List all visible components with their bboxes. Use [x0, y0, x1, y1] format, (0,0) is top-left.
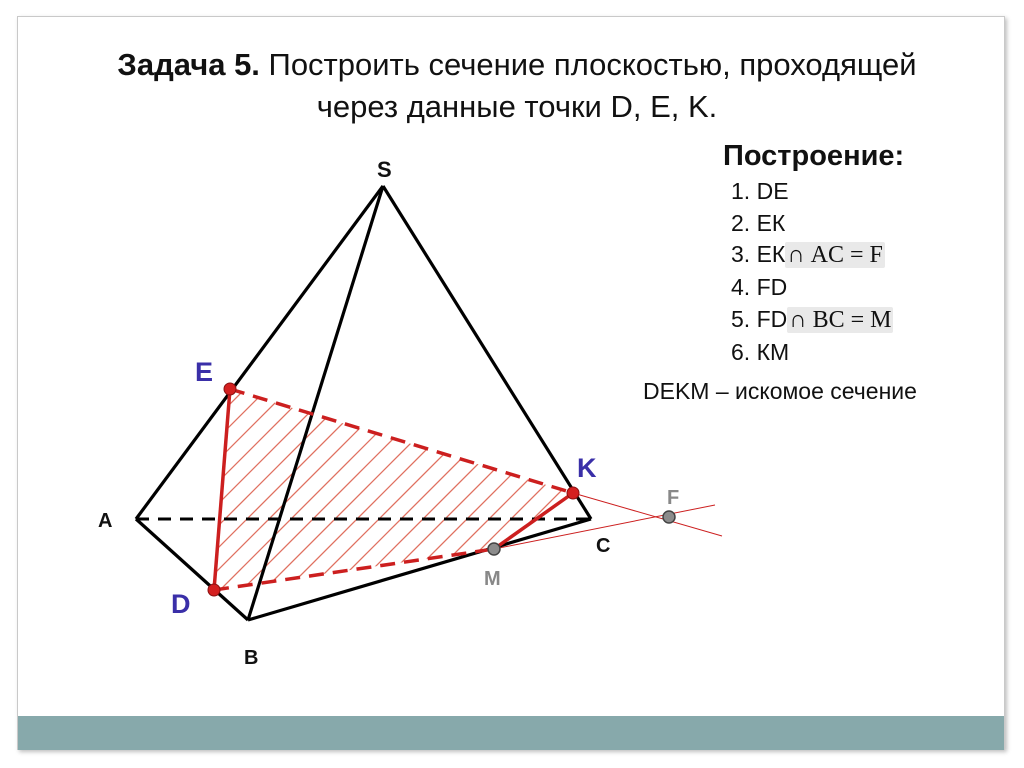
hatch-line — [652, 360, 912, 620]
edge-SA — [136, 186, 383, 519]
edge-SB — [248, 186, 383, 620]
label-E: E — [195, 357, 214, 387]
task-text-line2: через данные точки D, E, K. — [316, 89, 718, 124]
hatch-line — [80, 360, 340, 620]
point-K-marker — [567, 487, 579, 499]
hatch-line — [784, 360, 1024, 620]
point-D-marker — [208, 584, 220, 596]
hatch-line — [0, 360, 164, 620]
hatch-line — [718, 360, 978, 620]
label-A: A — [98, 510, 113, 532]
hatch-line — [762, 360, 1022, 620]
task-number: Задача 5. — [117, 47, 260, 82]
hatch-line — [0, 360, 98, 620]
hatch-line — [564, 360, 824, 620]
hatch-line — [58, 360, 318, 620]
hatch-line — [14, 360, 274, 620]
label-M: M — [484, 568, 501, 590]
task-text-line1: Построить сечение плоскостью, проходящей — [259, 47, 917, 82]
point-E-marker — [224, 383, 236, 395]
label-D: D — [171, 589, 191, 619]
hatch-line — [696, 360, 956, 620]
step-formula: ∩ AC = F — [787, 242, 883, 268]
hatch-line — [828, 360, 1024, 620]
section-edge-DM — [214, 549, 494, 590]
label-F: F — [667, 487, 680, 509]
hatch-line — [674, 360, 934, 620]
step-text: DE — [756, 178, 789, 204]
construction-heading: Построение: — [723, 140, 905, 172]
hatch-line — [124, 360, 384, 620]
step-text: КМ — [756, 339, 790, 365]
step-formula: ∩ BC = M — [789, 307, 892, 333]
step-text: FD — [756, 274, 788, 300]
step-number: 3. — [731, 241, 751, 267]
label-S: S — [377, 157, 392, 182]
hatch-line — [322, 360, 582, 620]
hatch-line — [0, 360, 230, 620]
hatch-line — [0, 360, 54, 620]
step-number: 1. — [731, 178, 751, 204]
hatch-line — [0, 360, 32, 620]
hatch-line — [0, 360, 208, 620]
line-EK-extension — [573, 493, 722, 536]
step-number: 2. — [731, 210, 751, 236]
label-B: B — [244, 647, 259, 669]
hatch-line — [740, 360, 1000, 620]
answer-text: DEKM – искомое сечение — [643, 378, 917, 404]
hatch-line — [0, 360, 120, 620]
hatch-line — [410, 360, 670, 620]
step-text: ЕК — [756, 210, 786, 236]
point-M-marker — [488, 543, 500, 555]
hatch-line — [586, 360, 846, 620]
hatch-line — [102, 360, 362, 620]
hatch-line — [498, 360, 758, 620]
label-C: C — [596, 535, 611, 557]
hatch-line — [608, 360, 868, 620]
hatch-line — [806, 360, 1024, 620]
edge-BC — [248, 519, 591, 620]
hatch-line — [212, 360, 472, 620]
step-text: ЕК — [756, 241, 786, 267]
step-number: 6. — [731, 339, 751, 365]
hatch-line — [0, 360, 10, 620]
hatch-line — [0, 360, 142, 620]
pyramid-edges — [136, 186, 591, 620]
hatch-line — [0, 360, 76, 620]
step-number: 5. — [731, 306, 751, 332]
edge-SC — [383, 186, 591, 519]
step-text: FD — [756, 306, 788, 332]
section-hatching — [0, 360, 1024, 620]
label-K: K — [577, 453, 597, 483]
hatch-line — [300, 360, 560, 620]
point-F-marker — [663, 511, 675, 523]
hatch-line — [388, 360, 648, 620]
step-number: 4. — [731, 274, 751, 300]
